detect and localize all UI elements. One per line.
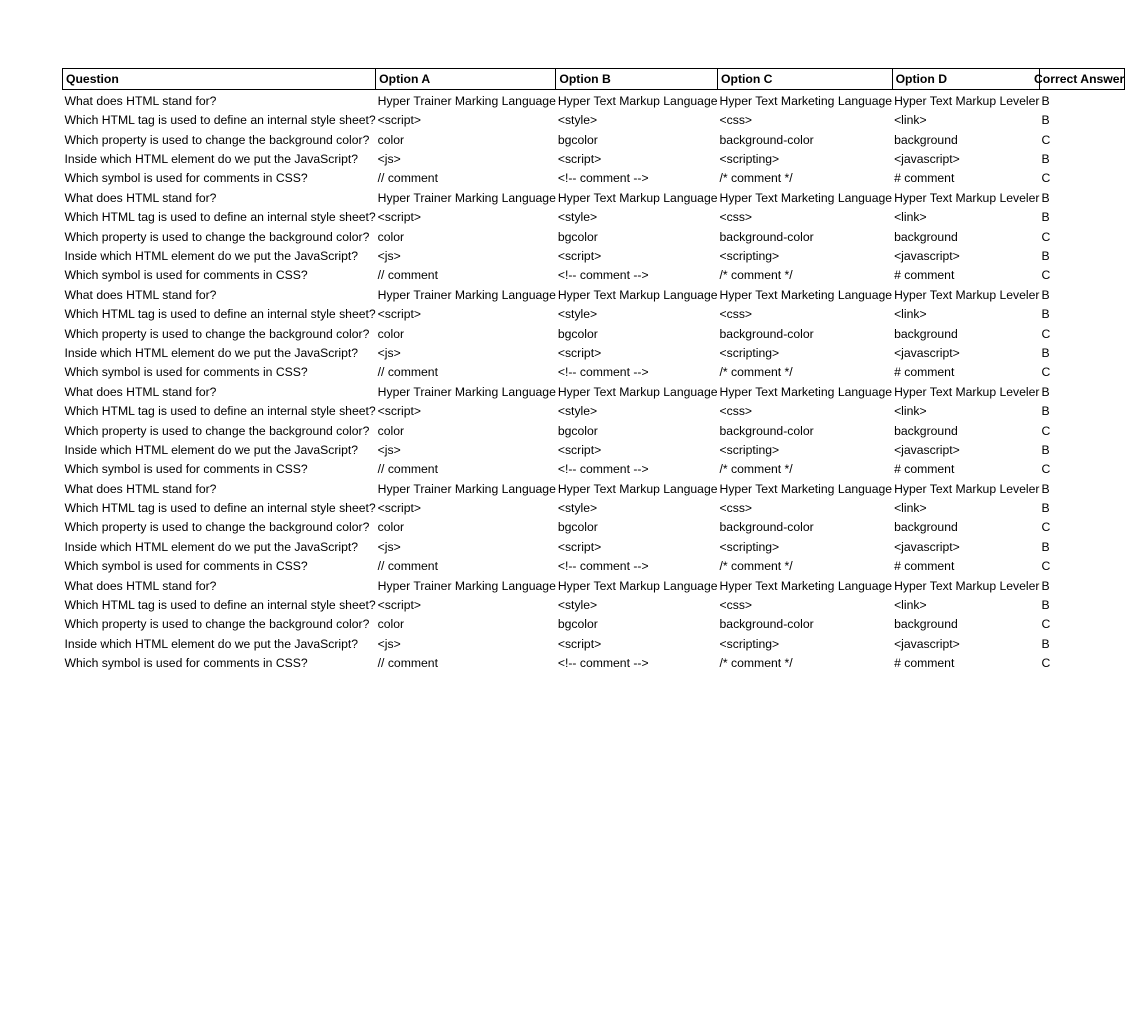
correct-answer-cell: B	[1041, 481, 1050, 496]
option-a-cell: <js>	[377, 249, 401, 264]
correct-answer-cell: B	[1041, 636, 1050, 651]
header-correct-answer: Correct Answer	[1039, 69, 1124, 90]
header-option-b: Option B	[556, 69, 718, 90]
correct-answer-cell: B	[1041, 287, 1050, 302]
option-b-cell: <style>	[557, 113, 598, 128]
table-row	[63, 613, 1125, 632]
option-a-cell: // comment	[377, 268, 438, 283]
option-d-cell: # comment	[894, 171, 955, 186]
option-d-cell: Hyper Text Markup Leveler	[894, 578, 1040, 593]
question-cell: Which symbol is used for comments in CSS?	[64, 656, 308, 671]
correct-answer-cell: B	[1041, 190, 1050, 205]
table-row	[63, 128, 1125, 147]
option-a-cell: <script>	[377, 598, 422, 613]
question-cell: What does HTML stand for?	[64, 481, 217, 496]
option-c-cell: <scripting>	[719, 345, 780, 360]
option-a-cell: Hyper Trainer Marking Language	[377, 287, 556, 302]
option-d-cell: Hyper Text Markup Leveler	[894, 384, 1040, 399]
correct-answer-cell: C	[1041, 326, 1051, 341]
option-a-cell: <script>	[377, 501, 422, 516]
question-cell: Which property is used to change the background color?	[64, 617, 370, 632]
question-cell: What does HTML stand for?	[64, 384, 217, 399]
option-c-cell: <css>	[719, 598, 753, 613]
option-d-cell: # comment	[894, 559, 955, 574]
correct-answer-cell: B	[1041, 210, 1050, 225]
option-b-cell: <!-- comment -->	[557, 268, 649, 283]
correct-answer-cell: B	[1041, 152, 1050, 167]
table-row	[63, 322, 1125, 341]
option-a-cell: <js>	[377, 539, 401, 554]
option-a-cell: // comment	[377, 559, 438, 574]
option-b-cell: <style>	[557, 210, 598, 225]
table-row	[63, 400, 1125, 419]
option-b-cell: <style>	[557, 501, 598, 516]
option-d-cell: Hyper Text Markup Leveler	[894, 287, 1040, 302]
table-row	[63, 594, 1125, 613]
option-b-cell: Hyper Text Markup Language	[557, 190, 718, 205]
table-row	[63, 283, 1125, 302]
option-b-cell: <script>	[557, 636, 602, 651]
correct-answer-cell: B	[1041, 578, 1050, 593]
option-a-cell: color	[377, 617, 405, 632]
question-cell: Which symbol is used for comments in CSS?	[64, 365, 308, 380]
correct-answer-cell: C	[1041, 423, 1051, 438]
option-b-cell: bgcolor	[557, 326, 598, 341]
option-a-cell: <js>	[377, 442, 401, 457]
correct-answer-cell: B	[1041, 598, 1050, 613]
correct-answer-cell: C	[1041, 462, 1051, 477]
option-a-cell: <js>	[377, 636, 401, 651]
question-cell: What does HTML stand for?	[64, 93, 217, 108]
table-row	[63, 90, 1125, 109]
table-row	[63, 186, 1125, 205]
question-cell: Inside which HTML element do we put the JavaScript?	[64, 636, 359, 651]
option-d-cell: Hyper Text Markup Leveler	[894, 190, 1040, 205]
question-cell: Inside which HTML element do we put the JavaScript?	[64, 249, 359, 264]
table-row	[63, 632, 1125, 651]
option-a-cell: <script>	[377, 210, 422, 225]
option-d-cell: <link>	[894, 113, 927, 128]
option-d-cell: <javascript>	[894, 636, 960, 651]
option-b-cell: <script>	[557, 539, 602, 554]
option-a-cell: <script>	[377, 404, 422, 419]
table-row	[63, 497, 1125, 516]
option-d-cell: background	[894, 617, 958, 632]
option-d-cell: <javascript>	[894, 249, 960, 264]
option-c-cell: Hyper Text Marketing Language	[719, 287, 893, 302]
correct-answer-cell: B	[1041, 345, 1050, 360]
correct-answer-cell: C	[1041, 171, 1051, 186]
correct-answer-cell: C	[1041, 617, 1051, 632]
option-b-cell: <style>	[557, 404, 598, 419]
option-d-cell: <javascript>	[894, 539, 960, 554]
question-cell: What does HTML stand for?	[64, 287, 217, 302]
option-d-cell: <javascript>	[894, 152, 960, 167]
option-d-cell: <link>	[894, 307, 927, 322]
option-a-cell: color	[377, 520, 405, 535]
table-row	[63, 516, 1125, 535]
option-b-cell: bgcolor	[557, 132, 598, 147]
option-b-cell: <!-- comment -->	[557, 365, 649, 380]
option-a-cell: <script>	[377, 307, 422, 322]
question-cell: Inside which HTML element do we put the JavaScript?	[64, 152, 359, 167]
option-d-cell: Hyper Text Markup Leveler	[894, 481, 1040, 496]
option-a-cell: // comment	[377, 462, 438, 477]
option-a-cell: color	[377, 132, 405, 147]
option-a-cell: color	[377, 229, 405, 244]
question-cell: What does HTML stand for?	[64, 190, 217, 205]
option-d-cell: background	[894, 520, 958, 535]
option-a-cell: <js>	[377, 152, 401, 167]
table-row	[63, 555, 1125, 574]
question-cell: Inside which HTML element do we put the JavaScript?	[64, 442, 359, 457]
correct-answer-cell: C	[1041, 268, 1051, 283]
option-b-cell: <script>	[557, 442, 602, 457]
question-cell: Which symbol is used for comments in CSS?	[64, 559, 308, 574]
option-b-cell: bgcolor	[557, 520, 598, 535]
option-c-cell: <css>	[719, 210, 753, 225]
option-c-cell: background-color	[719, 520, 814, 535]
option-d-cell: background	[894, 132, 958, 147]
option-d-cell: # comment	[894, 268, 955, 283]
correct-answer-cell: B	[1041, 442, 1050, 457]
table-body	[63, 90, 1125, 672]
table-row	[63, 652, 1125, 671]
question-cell: Which HTML tag is used to define an internal style sheet?	[64, 598, 376, 613]
option-a-cell: Hyper Trainer Marking Language	[377, 578, 556, 593]
option-d-cell: background	[894, 229, 958, 244]
correct-answer-cell: C	[1041, 132, 1051, 147]
table-row	[63, 303, 1125, 322]
option-d-cell: <javascript>	[894, 442, 960, 457]
correct-answer-cell: B	[1041, 93, 1050, 108]
table-row	[63, 535, 1125, 554]
option-a-cell: // comment	[377, 365, 438, 380]
table-row	[63, 380, 1125, 399]
option-c-cell: background-color	[719, 229, 814, 244]
option-b-cell: bgcolor	[557, 617, 598, 632]
option-d-cell: <link>	[894, 210, 927, 225]
option-a-cell: // comment	[377, 656, 438, 671]
option-b-cell: Hyper Text Markup Language	[557, 481, 718, 496]
option-a-cell: <js>	[377, 345, 401, 360]
table-row	[63, 109, 1125, 128]
option-b-cell: <script>	[557, 152, 602, 167]
question-cell: Which property is used to change the background color?	[64, 132, 370, 147]
quiz-table	[62, 68, 1125, 671]
correct-answer-cell: B	[1041, 113, 1050, 128]
option-b-cell: Hyper Text Markup Language	[557, 287, 718, 302]
option-d-cell: # comment	[894, 462, 955, 477]
option-c-cell: /* comment */	[719, 656, 793, 671]
option-c-cell: background-color	[719, 423, 814, 438]
correct-answer-cell: C	[1041, 656, 1051, 671]
option-a-cell: Hyper Trainer Marking Language	[377, 481, 556, 496]
option-b-cell: <script>	[557, 345, 602, 360]
question-cell: Which HTML tag is used to define an internal style sheet?	[64, 210, 376, 225]
option-c-cell: Hyper Text Marketing Language	[719, 190, 893, 205]
option-c-cell: <scripting>	[719, 442, 780, 457]
option-c-cell: <scripting>	[719, 636, 780, 651]
option-a-cell: Hyper Trainer Marking Language	[377, 384, 556, 399]
correct-answer-cell: B	[1041, 307, 1050, 322]
correct-answer-cell: B	[1041, 501, 1050, 516]
table-row	[63, 458, 1125, 477]
table-row	[63, 206, 1125, 225]
option-c-cell: background-color	[719, 617, 814, 632]
question-cell: Inside which HTML element do we put the JavaScript?	[64, 345, 359, 360]
option-c-cell: Hyper Text Marketing Language	[719, 578, 893, 593]
option-c-cell: Hyper Text Marketing Language	[719, 384, 893, 399]
option-c-cell: /* comment */	[719, 365, 793, 380]
option-c-cell: <css>	[719, 501, 753, 516]
question-cell: Inside which HTML element do we put the JavaScript?	[64, 539, 359, 554]
option-c-cell: <css>	[719, 404, 753, 419]
option-a-cell: Hyper Trainer Marking Language	[377, 93, 556, 108]
correct-answer-cell: B	[1041, 384, 1050, 399]
option-a-cell: color	[377, 326, 405, 341]
option-b-cell: Hyper Text Markup Language	[557, 93, 718, 108]
table-row	[63, 148, 1125, 167]
question-cell: Which HTML tag is used to define an internal style sheet?	[64, 501, 376, 516]
table-row	[63, 225, 1125, 244]
header-option-a: Option A	[376, 69, 556, 90]
option-c-cell: /* comment */	[719, 462, 793, 477]
option-d-cell: <link>	[894, 598, 927, 613]
header-row	[63, 69, 1125, 90]
option-d-cell: <javascript>	[894, 345, 960, 360]
option-b-cell: Hyper Text Markup Language	[557, 384, 718, 399]
option-c-cell: Hyper Text Marketing Language	[719, 481, 893, 496]
question-cell: Which HTML tag is used to define an internal style sheet?	[64, 113, 376, 128]
option-d-cell: # comment	[894, 656, 955, 671]
option-c-cell: <scripting>	[719, 249, 780, 264]
option-d-cell: background	[894, 326, 958, 341]
correct-answer-cell: B	[1041, 539, 1050, 554]
option-a-cell: Hyper Trainer Marking Language	[377, 190, 556, 205]
question-cell: Which property is used to change the background color?	[64, 520, 370, 535]
option-b-cell: <style>	[557, 307, 598, 322]
correct-answer-cell: C	[1041, 365, 1051, 380]
table-row	[63, 342, 1125, 361]
option-b-cell: <!-- comment -->	[557, 559, 649, 574]
option-c-cell: <scripting>	[719, 152, 780, 167]
table-row	[63, 264, 1125, 283]
header-question: Question	[63, 69, 376, 90]
option-d-cell: <link>	[894, 404, 927, 419]
option-d-cell: Hyper Text Markup Leveler	[894, 93, 1040, 108]
option-b-cell: <!-- comment -->	[557, 462, 649, 477]
question-cell: Which property is used to change the background color?	[64, 229, 370, 244]
correct-answer-cell: B	[1041, 249, 1050, 264]
option-a-cell: <script>	[377, 113, 422, 128]
option-c-cell: <css>	[719, 113, 753, 128]
question-cell: What does HTML stand for?	[64, 578, 217, 593]
option-b-cell: bgcolor	[557, 423, 598, 438]
option-c-cell: Hyper Text Marketing Language	[719, 93, 893, 108]
option-b-cell: <!-- comment -->	[557, 171, 649, 186]
correct-answer-cell: B	[1041, 404, 1050, 419]
option-c-cell: /* comment */	[719, 171, 793, 186]
option-d-cell: background	[894, 423, 958, 438]
table-row	[63, 361, 1125, 380]
table-row	[63, 419, 1125, 438]
header-option-d: Option D	[892, 69, 1039, 90]
question-cell: Which symbol is used for comments in CSS?	[64, 171, 308, 186]
question-cell: Which HTML tag is used to define an internal style sheet?	[64, 404, 376, 419]
option-b-cell: <script>	[557, 249, 602, 264]
question-cell: Which property is used to change the background color?	[64, 423, 370, 438]
header-option-c: Option C	[718, 69, 893, 90]
correct-answer-cell: C	[1041, 229, 1051, 244]
option-a-cell: color	[377, 423, 405, 438]
option-c-cell: background-color	[719, 132, 814, 147]
option-d-cell: # comment	[894, 365, 955, 380]
table-row	[63, 439, 1125, 458]
option-b-cell: <!-- comment -->	[557, 656, 649, 671]
option-b-cell: bgcolor	[557, 229, 598, 244]
option-c-cell: <scripting>	[719, 539, 780, 554]
option-c-cell: background-color	[719, 326, 814, 341]
question-cell: Which HTML tag is used to define an internal style sheet?	[64, 307, 376, 322]
option-b-cell: <style>	[557, 598, 598, 613]
option-b-cell: Hyper Text Markup Language	[557, 578, 718, 593]
question-cell: Which property is used to change the background color?	[64, 326, 370, 341]
question-cell: Which symbol is used for comments in CSS?	[64, 462, 308, 477]
question-cell: Which symbol is used for comments in CSS?	[64, 268, 308, 283]
option-c-cell: /* comment */	[719, 268, 793, 283]
option-a-cell: // comment	[377, 171, 438, 186]
correct-answer-cell: C	[1041, 520, 1051, 535]
option-c-cell: /* comment */	[719, 559, 793, 574]
correct-answer-cell: C	[1041, 559, 1051, 574]
table-row	[63, 245, 1125, 264]
table-row	[63, 477, 1125, 496]
table-row	[63, 167, 1125, 186]
option-d-cell: <link>	[894, 501, 927, 516]
table-row	[63, 574, 1125, 593]
option-c-cell: <css>	[719, 307, 753, 322]
